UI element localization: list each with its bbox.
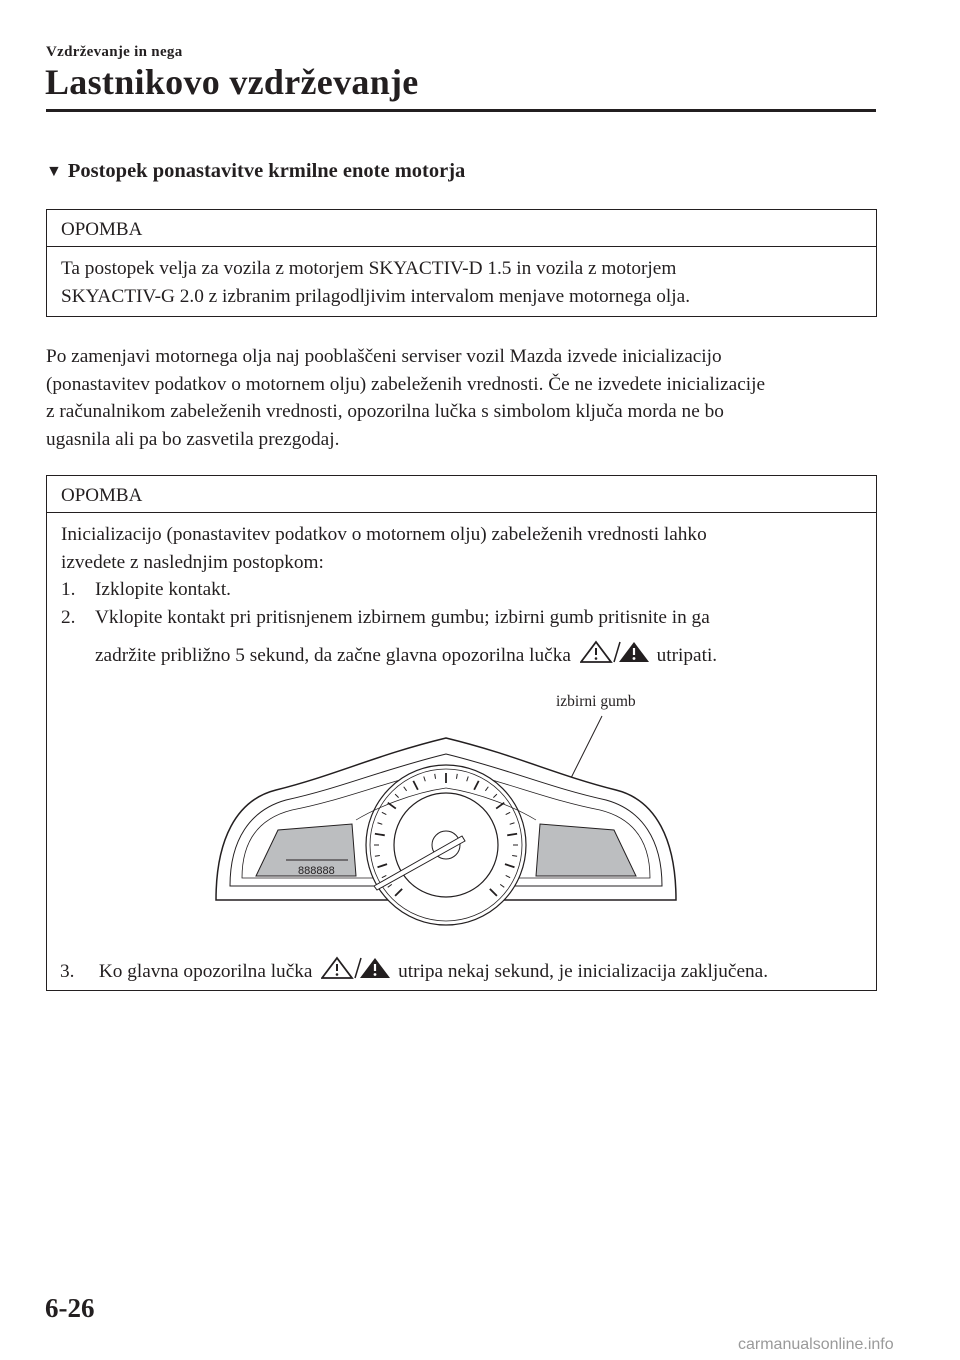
warning-icons [321,956,391,986]
subheading [46,160,465,183]
note-body [47,247,876,310]
warning-filled-icon [360,958,390,978]
step-3 [60,956,768,986]
note-box [46,209,877,317]
note-line: SKYACTIV-G 2.0 z izbranim prilagodljivim intervalom menjave motornega olja. [61,285,691,307]
page-number: 6-26 [45,1293,95,1323]
step-text: zadržite približno 5 sekund, da začne glavna opozorilna lučka [95,645,571,666]
step-text-line2 [95,640,862,673]
warning-icons [580,640,650,673]
chapter-title: Lastnikovo vzdrževanje [45,62,419,102]
step-2 [61,604,862,673]
odometer-display: 888888 [298,865,335,877]
step-text: Vklopite kontakt pri pritisnjenem izbirnem gumbu; izbirni gumb pritisnite in ga [95,606,710,628]
header-rule [46,109,876,112]
step-number: 3. [60,961,75,982]
section-label: Vzdrževanje in nega [46,44,183,60]
step-text: utripati. [656,645,718,666]
step-number: 1. [61,579,76,600]
note-label: OPOMBA [47,476,876,513]
note-line: izvedete z naslednjim postopkom: [61,551,324,573]
paragraph-line: ugasnila ali pa bo zasvetila prezgodaj. [46,428,340,450]
step-number: 2. [61,606,76,628]
step-1 [61,576,862,604]
body-paragraph [46,343,881,453]
warning-outline-icon [322,958,352,978]
paragraph-line: z računalnikom zabeleženih vrednosti, opozorilna lučka s simbolom ključa morda ne bo [46,401,724,422]
step-text: Izklopite kontakt. [95,579,232,600]
diagram-label: izbirni gumb [556,693,636,710]
instrument-cluster-diagram [206,690,686,940]
warning-filled-icon [619,642,649,662]
note-line: Inicializacijo (ponastavitev podatkov o motornem olju) zabeleženih vrednosti lahko [61,524,707,545]
paragraph-line: (ponastavitev podatkov o motornem olju) zabeleženih vrednosti. Če ne izvedete inicializacije [46,373,766,395]
note-body [47,513,876,673]
watermark: carmanualsonline.info [738,1336,894,1353]
note-line: Ta postopek velja za vozila z motorjem SKYACTIV-D 1.5 in vozila z motorjem [61,258,677,279]
paragraph-line: Po zamenjavi motornega olja naj pooblaščeni serviser vozil Mazda izvede inicializacijo [46,346,722,367]
note-label: OPOMBA [47,210,876,247]
subheading-text: Postopek ponastavitve krmilne enote motorja [67,160,466,182]
warning-outline-icon [581,642,611,662]
triangle-marker-icon: ▼ [46,162,62,180]
step-text: utripa nekaj sekund, je inicializacija zaključena. [398,961,769,982]
step-text: Ko glavna opozorilna lučka [98,961,313,982]
